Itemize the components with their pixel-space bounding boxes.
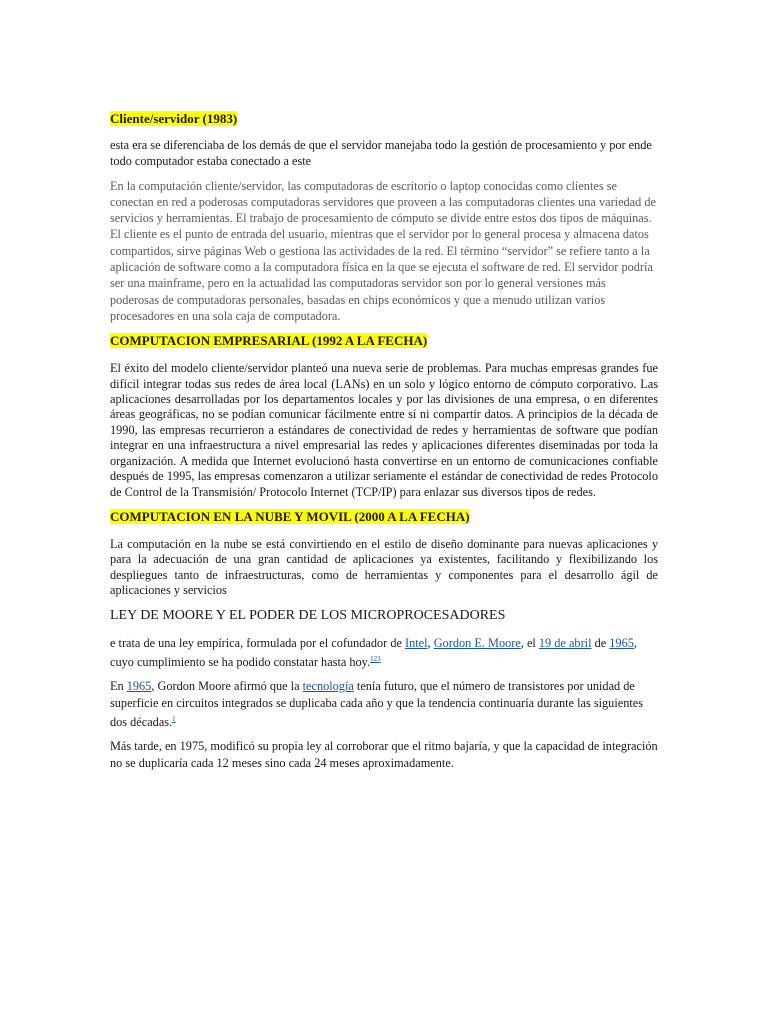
text-run: tenía futuro, que el número de transistores por unidad de superficie en circuitos integrados se duplicaba cada año y que la tendencia continuaría durante las siguientes dos décadas.: [110, 679, 643, 729]
highlighted-heading-text: COMPUTACION EMPRESARIAL (1992 A LA FECHA): [110, 333, 428, 349]
text-run: , Gordon Moore afirmó que la: [151, 679, 303, 694]
link-intel[interactable]: Intel: [405, 635, 428, 650]
section-heading-computacion-nube: [110, 508, 658, 525]
paragraph-cliente-servidor-intro: esta era se diferenciaba de los demás de que el servidor manejaba todo la gestión de procesamiento y por ende todo computador estaba conectado a este: [110, 138, 652, 169]
paragraph-ley-moore-intro: [110, 635, 658, 671]
link-19-de-abril[interactable]: 19 de abril: [538, 635, 592, 650]
paragraph-computacion-nube: La computación en la nube se está convirtiendo en el estilo de diseño dominante para nuevas aplicaciones y para la adecuación de una gran cantidad de aplicaciones ya existentes, facilitando y flexibilizando los despliegues tanto de infraestructuras, como de herramientas y componentes para el desarrollo ágil de aplicaciones y servicios: [110, 536, 658, 598]
paragraph-ley-moore-1975: Más tarde, en 1975, modificó su propia ley al corroborar que el ritmo bajaría, y que la capacidad de integración no se duplicaría cada 12 meses sino cada 24 meses aproximadamente.: [110, 739, 658, 770]
highlighted-heading-text: COMPUTACION EN LA NUBE Y MOVIL (2000 A LA FECHA): [110, 508, 470, 524]
document-body: [110, 110, 658, 779]
paragraph-cliente-servidor-detail: En la computación cliente/servidor, las computadoras de escritorio o laptop conocidas como clientes se conectan en red a poderosas computadoras servidores que proveen a las computadoras clientes una variedad de servicios y herramientas. El trabajo de procesamiento de cómputo se divide entre estos dos tipos de máquinas. El cliente es el punto de entrada del usuario, mientras que el servidor por lo general procesa y almacena datos compartidos, sirve páginas Web o gestiona las actividades de la red. El término “servidor” se refiere tanto a la aplicación de software como a la computadora física en la que se ejecuta el software de red. El servidor podría ser una mainframe, pero en la actualidad las computadoras servidor son por lo general versiones más poderosas de computadoras personales, basadas en chips económicos y que a menudo utilizan varios procesadores en una sola caja de computadora.: [110, 178, 656, 323]
text-run: de: [591, 635, 610, 650]
text-run: e trata de una ley empírica, formulada por el cofundador de: [110, 635, 405, 650]
section-heading-ley-moore: LEY DE MOORE Y EL PODER DE LOS MICROPROCESADORES: [110, 607, 506, 623]
paragraph-ley-moore-1965: [110, 678, 658, 730]
text-run: En: [110, 679, 127, 694]
link-1965-year[interactable]: 1965: [126, 679, 152, 694]
link-1965[interactable]: 1965: [609, 635, 634, 650]
paragraph-computacion-empresarial: El éxito del modelo cliente/servidor planteó una nueva serie de problemas. Para muchas empresas grandes fue difícil integrar todas sus redes de área local (LANs) en un solo y lógico entorno de cómputo corporativo. Las aplicaciones desarrolladas por los departamentos locales y por las divisiones de una empresa, o en diferentes áreas geográficas, no se podían comunicar fácilmente entre sí ni compartir datos. A principios de la década de 1990, las empresas recurrieron a estándares de conectividad de redes y herramientas de software que podían integrar en una infraestructura a nivel empresarial las redes y aplicaciones diferentes diseminadas por toda la organización. A medida que Internet evolucionó hasta convertirse en un entorno de comunicaciones confiable después de 1995, las empresas comenzaron a utilizar seriamente el estándar de conectividad de redes Protocolo de Control de la Transmisión/ Protocolo Internet (TCP/IP) para enlazar sus diversos tipos de redes.: [110, 361, 658, 499]
link-tecnologia[interactable]: tecnología: [302, 679, 354, 694]
link-gordon-moore[interactable]: Gordon E. Moore: [433, 635, 521, 650]
text-run: ,: [427, 635, 434, 650]
text-run: , cuyo cumplimiento se ha podido constatar hasta hoy.: [110, 635, 637, 669]
section-heading-computacion-empresarial: [110, 332, 658, 349]
highlighted-heading-text: Cliente/servidor (1983): [110, 111, 238, 126]
section-heading-cliente-servidor: [110, 110, 658, 127]
reference-superscript[interactable]: 1: [172, 714, 176, 723]
reference-superscript[interactable]: 1​2​3: [370, 654, 381, 663]
text-run: , el: [520, 635, 539, 650]
